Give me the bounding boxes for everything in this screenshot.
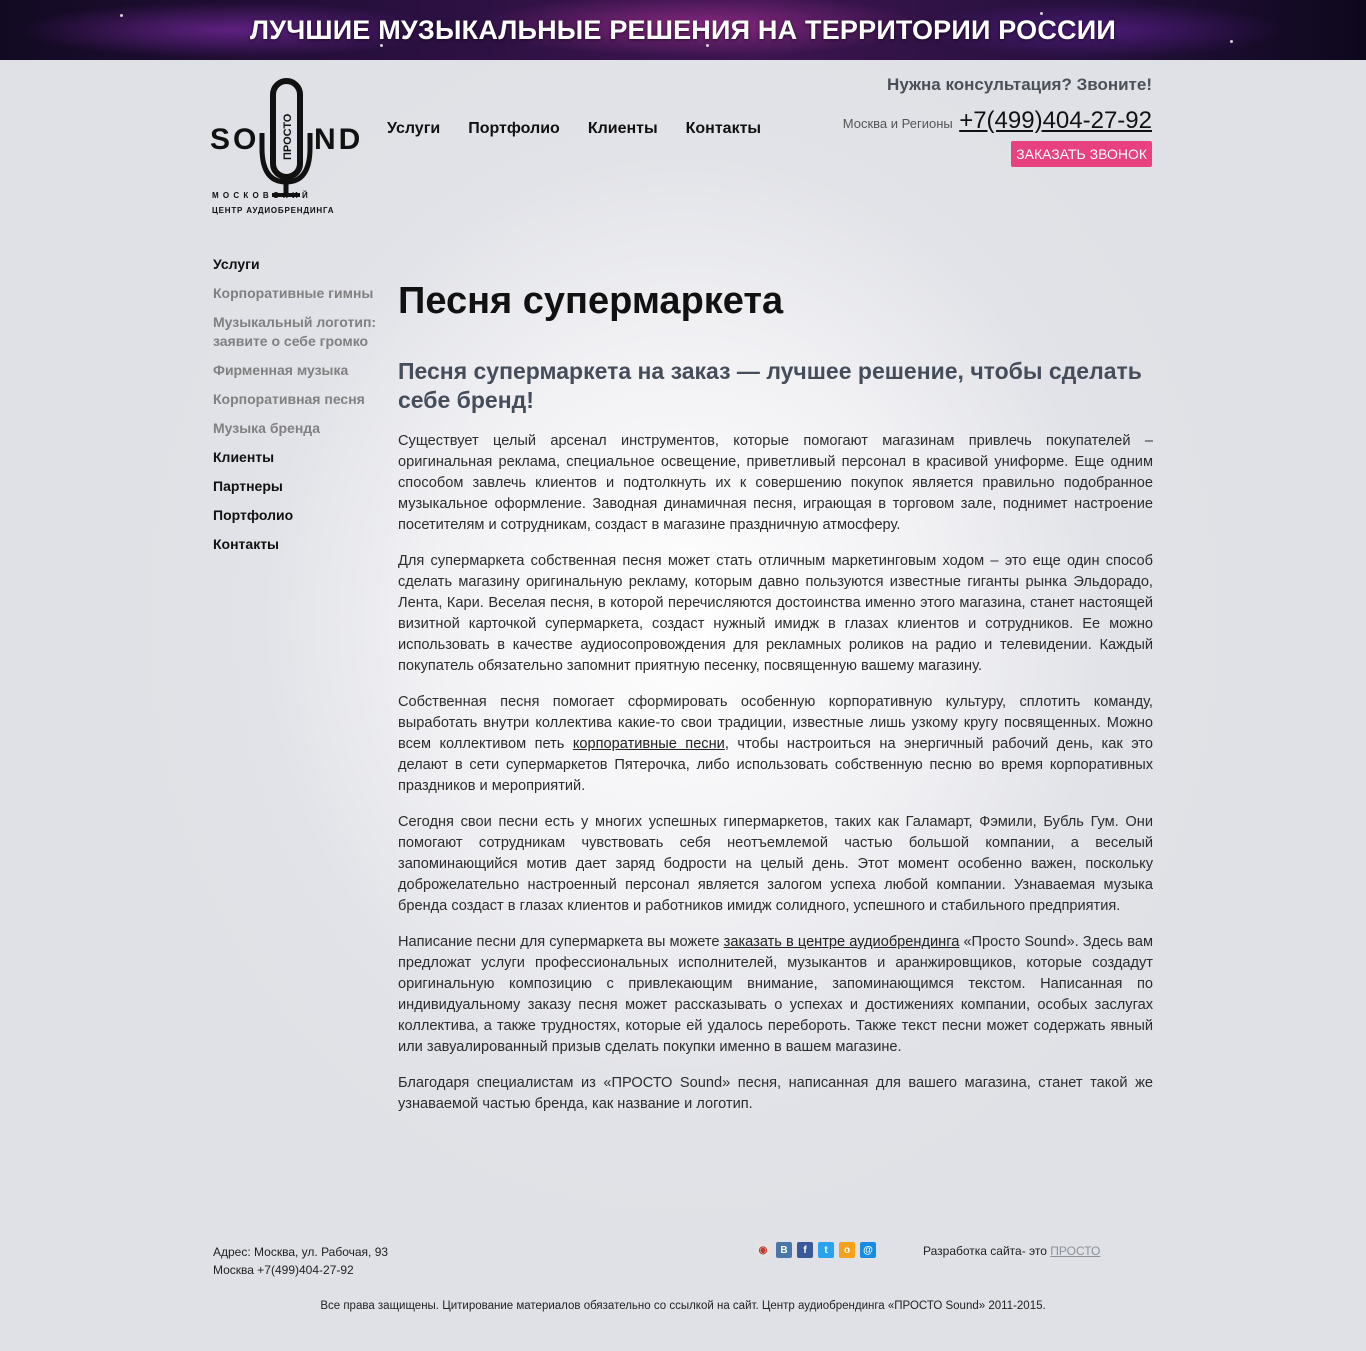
paragraph-3	[398, 692, 1153, 797]
logo-mic-text: ПРОСТО	[282, 113, 294, 160]
banner-title: ЛУЧШИЕ МУЗЫКАЛЬНЫЕ РЕШЕНИЯ НА ТЕРРИТОРИИ РОССИИ	[250, 14, 1116, 45]
developer-credit	[923, 1244, 1100, 1258]
callback-button[interactable]: ЗАКАЗАТЬ ЗВОНОК	[1011, 141, 1152, 167]
nav-clients[interactable]: Клиенты	[587, 120, 658, 137]
region-label: Москва и Регионы	[842, 116, 953, 131]
order-audiobranding-link[interactable]: заказать в центре аудиобрендинга	[723, 934, 960, 950]
nav-contacts[interactable]: Контакты	[685, 120, 762, 137]
corporate-songs-link[interactable]: корпоративные песни	[572, 736, 725, 752]
contact-block	[752, 75, 1152, 167]
header	[0, 60, 1366, 240]
main-nav	[387, 120, 761, 138]
phone-link[interactable]: +7(499)404-27-92	[959, 107, 1152, 134]
facebook-icon[interactable]: f	[797, 1242, 813, 1258]
paragraph-3-text-b: , чтобы настроиться на энергичный рабочий день, как это делают в сети супермаркетов Пятерочка, либо использовать собственную песню во время корпоративных праздников и мероприятий.	[398, 736, 1153, 794]
sidebar-item-brand-music[interactable]: Фирменная музыка	[213, 362, 349, 378]
footer-address: Адрес: Москва, ул. Рабочая, 93	[213, 1245, 389, 1259]
mailru-icon[interactable]: @	[860, 1242, 876, 1258]
sidebar-item-corporate-song[interactable]: Корпоративная песня	[213, 391, 365, 407]
sidebar-item-portfolio[interactable]: Портфолио	[213, 507, 294, 523]
sidebar-item-music-logo[interactable]: Музыкальный логотип: заявите о себе громко	[213, 314, 377, 349]
sidebar-item-music-of-brand[interactable]: Музыка бренда	[213, 420, 320, 436]
odnoklassniki-icon[interactable]: о	[839, 1242, 855, 1258]
developer-text: Разработка сайта- это	[923, 1244, 1047, 1258]
footer-phone: Москва +7(499)404-27-92	[213, 1263, 354, 1277]
ya-share-icon[interactable]: ◉	[755, 1242, 771, 1258]
site-logo[interactable]	[210, 78, 370, 218]
logo-word-left: SO	[210, 123, 260, 156]
logo-tagline-1: М О С К О В С К И Й	[212, 191, 309, 200]
logo-word-right: ND	[314, 123, 364, 156]
consultation-heading: Нужна консультация? Звоните!	[887, 75, 1152, 94]
nav-portfolio[interactable]: Портфолио	[468, 120, 560, 137]
page-subtitle: Песня супермаркета на заказ — лучшее решение, чтобы сделать себе бренд!	[398, 358, 1142, 413]
top-banner	[0, 0, 1366, 60]
main-content	[398, 275, 1153, 1115]
sidebar-item-services[interactable]: Услуги	[213, 256, 260, 272]
paragraph-3-text-a: Собственная песня помогает сформировать особенную корпоративную культуру, сплотить команду, выработать внутри коллектива какие-то свои традиции, известные лишь узкому кругу посвященных. Можно всем коллективом петь	[398, 694, 1153, 752]
sidebar-item-partners[interactable]: Партнеры	[213, 478, 283, 494]
paragraph-1: Существует целый арсенал инструментов, которые помогают магазинам привлечь покупателей – оригинальная реклама, специальное освещение, приветливый персонал в красивой униформе. Еще одним способом завлечь клиентов и подтолкнуть их к совершению покупок является правильно подобранное музыкальное оформление. Заводная динамичная песня, играющая в торговом зале, поднимет настроение посетителям и сотрудникам, создаст в магазине праздничную атмосферу.	[398, 433, 1153, 533]
paragraph-5-text-a: Написание песни для супермаркета вы можете	[398, 934, 724, 950]
developer-link[interactable]: ПРОСТО	[1050, 1244, 1101, 1258]
paragraph-5-text-b: «Просто Sound». Здесь вам предложат услуги профессиональных исполнителей, музыкантов и аранжировщиков, которые создадут оригинальную композицию с привлекающим внимание, запоминающимся текстом. Написанная по индивидуальному заказу песня может рассказывать о успехах и достижениях компании, особых заслугах коллектива, а также трудностях, которые ей удалось перебороть. Также текст песни может содержать явный или завуалированный призыв сделать покупки именно в вашем магазине.	[398, 934, 1153, 1055]
sidebar-menu	[213, 255, 378, 564]
footer	[0, 1240, 1366, 1351]
footer-address-block	[213, 1243, 388, 1279]
sidebar-item-corporate-anthems[interactable]: Корпоративные гимны	[213, 285, 374, 301]
paragraph-4: Сегодня свои песни есть у многих успешных гипермаркетов, таких как Галамарт, Фэмили, Бубль Гум. Они помогают сотрудникам чувствовать себя неотъемлемой частью большой компании, а веселый запоминающийся мотив дает заряд бодрости на целый день. Этот момент особенно важен, поскольку доброжелательно настроенный персонал является залогом успеха любой компании. Узнаваемая музыка бренда создаст в глазах клиентов и работников имидж солидного, успешного и стабильного предприятия.	[398, 814, 1153, 914]
paragraph-2: Для супермаркета собственная песня может стать отличным маркетинговым ходом – это еще один способ сделать магазину оригинальную рекламу, которым давно пользуются известные гиганты рынка Эльдорадо, Лента, Кари. Веселая песня, в которой перечисляются достоинства именно этого магазина, станет настоящей визитной карточкой супермаркета, создаст нужный имидж в глазах клиентов и сотрудников. Ее можно использовать в качестве аудиосопровождения для рекламных роликов на радио и телевидении. Каждый покупатель обязательно запомнит приятную песенку, посвященную вашему магазину.	[398, 553, 1153, 674]
vk-icon[interactable]: В	[776, 1242, 792, 1258]
paragraph-5	[398, 932, 1153, 1058]
page-title: Песня супермаркета	[398, 280, 784, 322]
sidebar-item-contacts[interactable]: Контакты	[213, 536, 280, 552]
twitter-icon[interactable]: t	[818, 1242, 834, 1258]
copyright: Все права защищены. Цитирование материалов обязательно со ссылкой на сайт. Центр аудиобрендинга «ПРОСТО Sound» 2011-2015.	[320, 1300, 1046, 1312]
logo-tagline-2: ЦЕНТР АУДИОБРЕНДИНГА	[212, 206, 335, 215]
share-buttons	[755, 1242, 876, 1258]
paragraph-6: Благодаря специалистам из «ПРОСТО Sound» песня, написанная для вашего магазина, станет такой же узнаваемой частью бренда, как название и логотип.	[398, 1075, 1153, 1112]
sidebar-item-clients[interactable]: Клиенты	[213, 449, 275, 465]
nav-services[interactable]: Услуги	[387, 120, 441, 137]
